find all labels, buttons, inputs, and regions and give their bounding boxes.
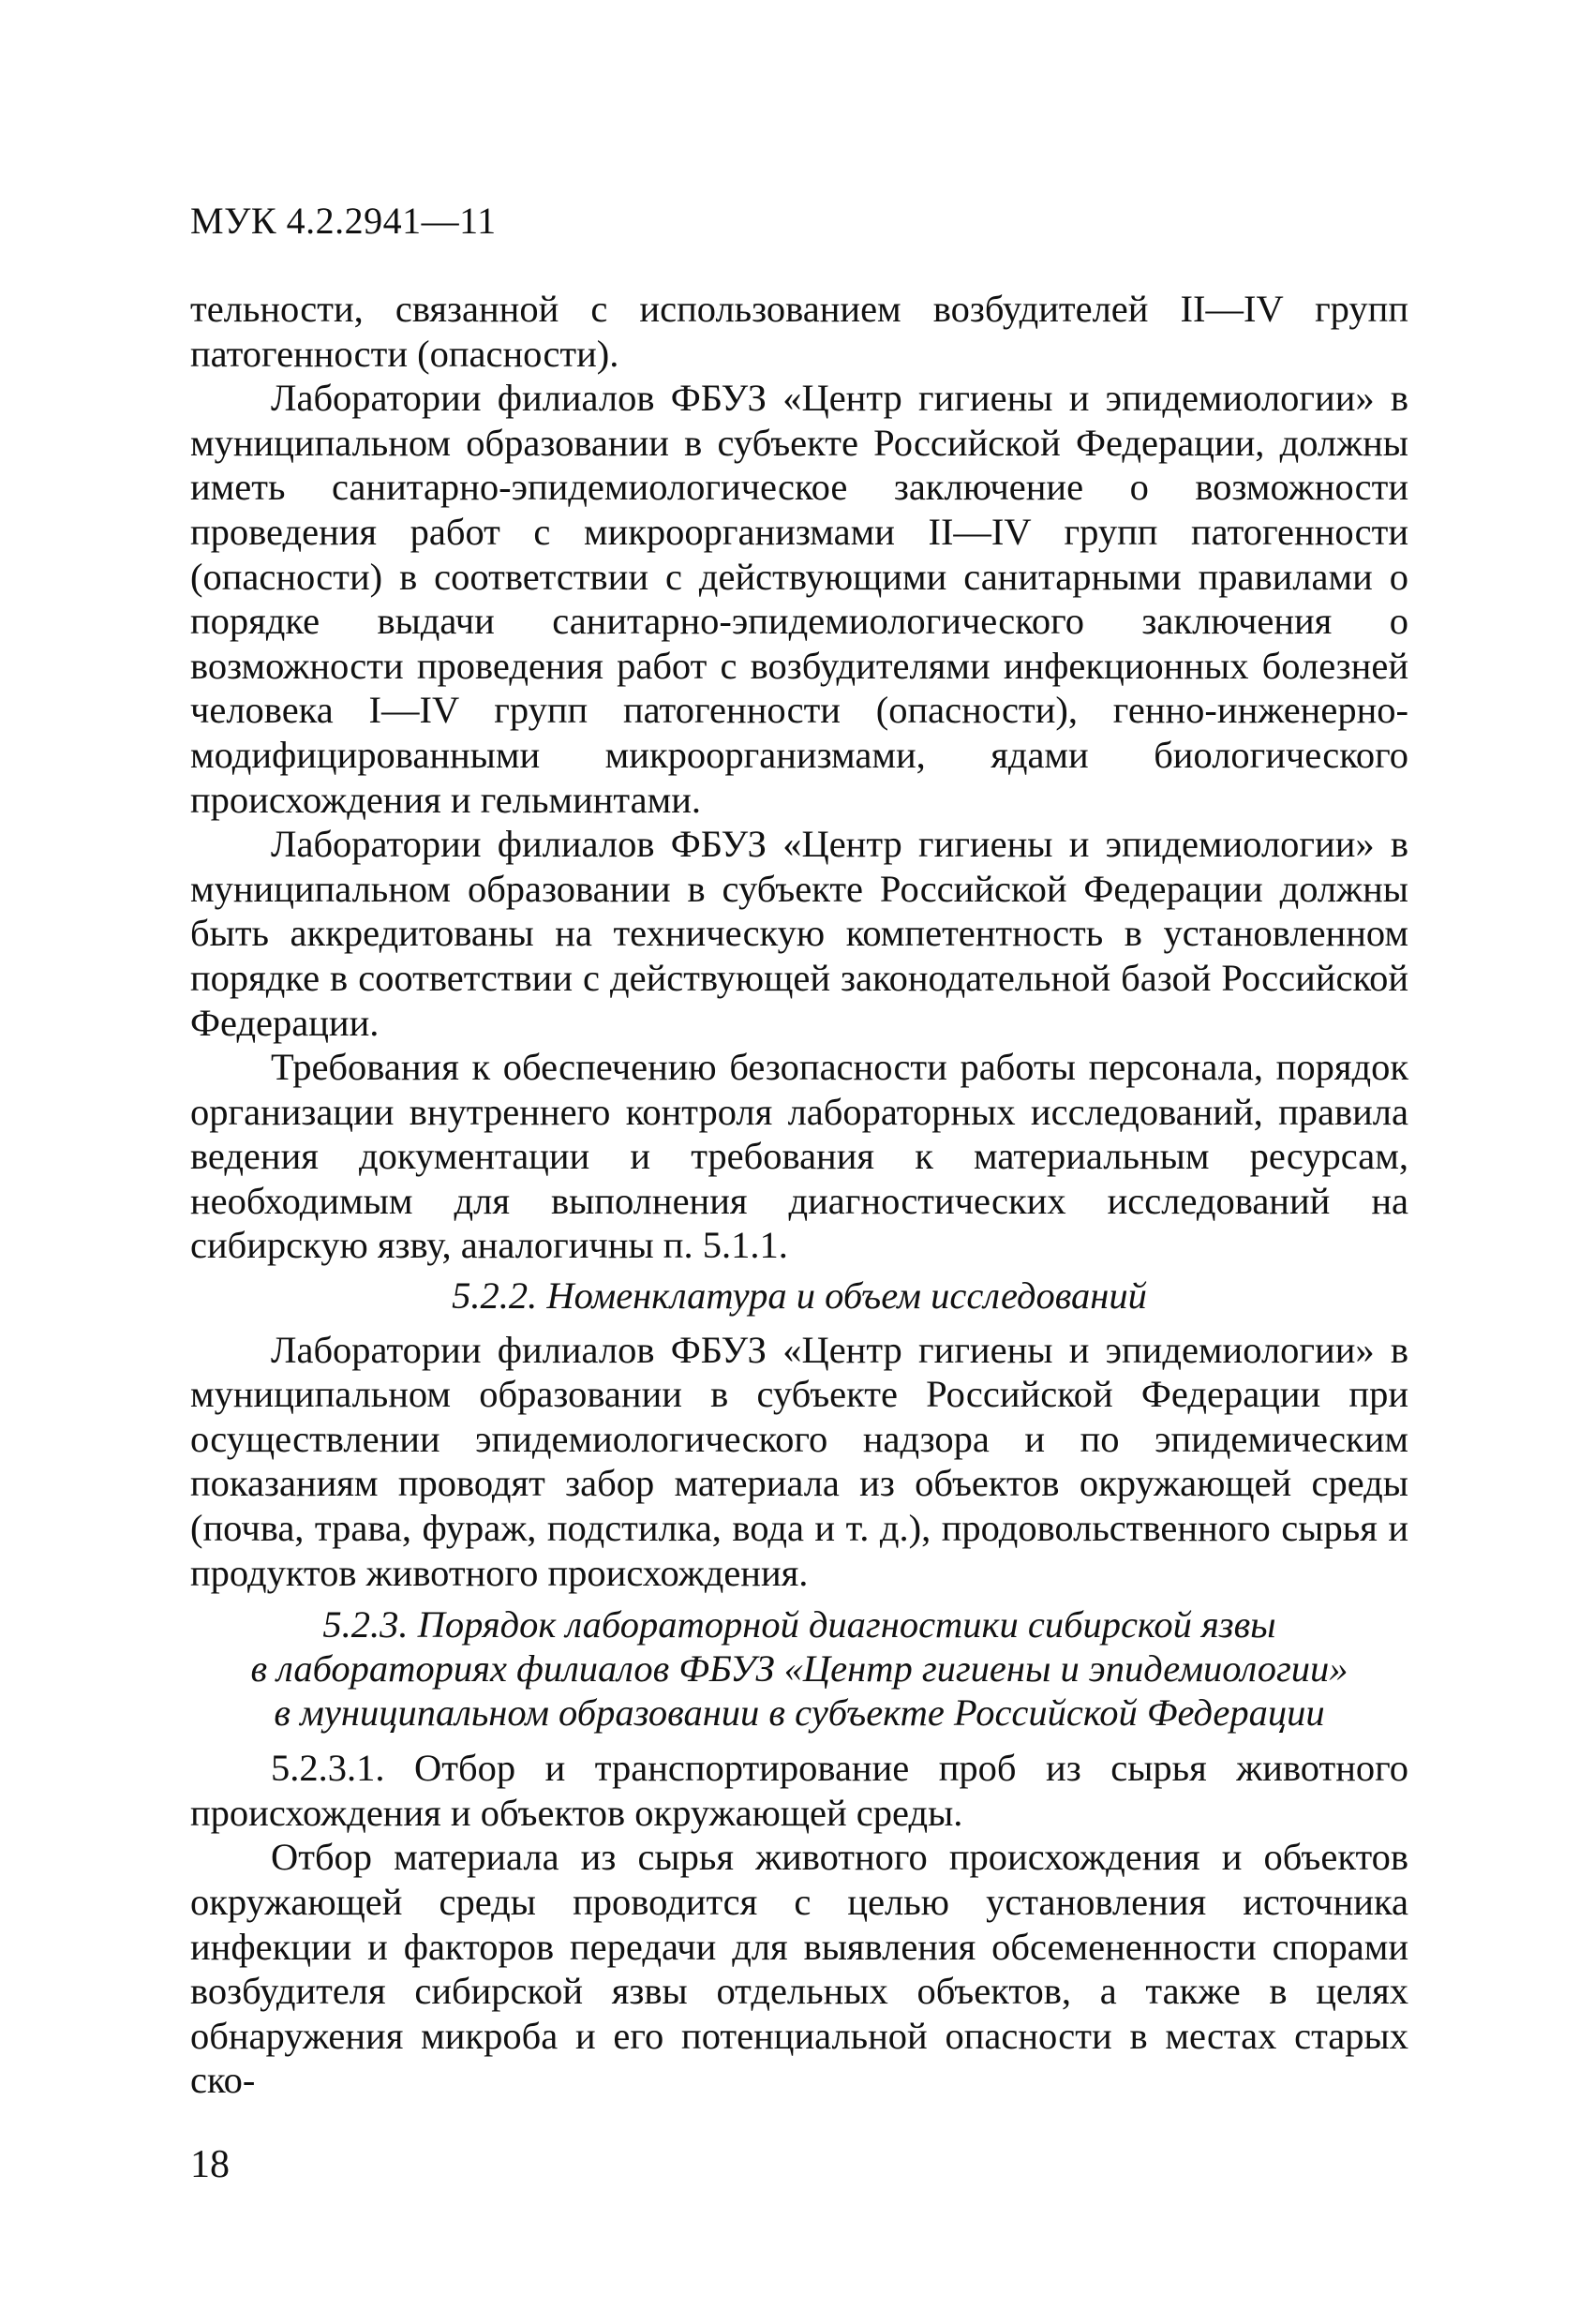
paragraph-5-2-3-1: 5.2.3.1. Отбор и транспортирование проб из сырья животного происхождения и объектов окружающей среды. [190, 1747, 1408, 1834]
paragraph-labs-accreditation: Лаборатории филиалов ФБУЗ «Центр гигиены и эпидемиологии» в муниципальном образовании в субъекте Российской Федерации должны быть аккредитованы на техническую компетентность в установленном порядке в соответствии с действующей законодательной базой Российской Федерации. [190, 823, 1408, 1044]
paragraph-sampling: Лаборатории филиалов ФБУЗ «Центр гигиены и эпидемиологии» в муниципальном образовании в субъекте Российской Федерации при осуществлении эпидемиологического надзора и по эпидемическим показаниям проводят забор материала из объектов окружающей среды (почва, трава, фураж, подстилка, вода и т. д.), продовольственного сырья и продуктов животного происхождения. [190, 1328, 1408, 1594]
section-heading-5-2-3-line-1: 5.2.3. Порядок лабораторной диагностики сибирской язвы [322, 1603, 1276, 1646]
section-heading-5-2-3-line-3: в муниципальном образовании в субъекте Российской Федерации [274, 1691, 1325, 1735]
paragraph-requirements: Требования к обеспечению безопасности работы персонала, порядок организации внутреннего контроля лабораторных исследований, правила ведения документации и требования к материальным ресурсам, необходимым для выполнения диагностических исследований на сибирскую язву, аналогичны п. 5.1.1. [190, 1046, 1408, 1267]
document-code-header: МУК 4.2.2941—11 [190, 200, 497, 242]
section-heading-5-2-3 [190, 1602, 1408, 1735]
section-heading-5-2-3-line-2: в лабораториях филиалов ФБУЗ «Центр гигиены и эпидемиологии» [250, 1647, 1348, 1691]
paragraph-continuation: тельности, связанной с использованием возбудителей II—IV групп патогенности (опасности). [190, 288, 1408, 375]
page-number: 18 [190, 2143, 230, 2186]
paragraph-labs-conclusion: Лаборатории филиалов ФБУЗ «Центр гигиены и эпидемиологии» в муниципальном образовании в субъекте Российской Федерации, должны иметь санитарно-эпидемиологическое заключение о возможности проведения работ с микроорганизмами II—IV групп патогенности (опасности) в соответствии с действующими санитарными правилами о порядке выдачи санитарно-эпидемиологического заключения о возможности проведения работ с возбудителями инфекционных болезней человека I—IV групп патогенности (опасности), генно-инженерно-модифицированными микроорганизмами, ядами биологического происхождения и гельминтами. [190, 377, 1408, 821]
paragraph-material-selection: Отбор материала из сырья животного происхождения и объектов окружающей среды проводится с целью установления источника инфекции и факторов передачи для выявления обсемененности спорами возбудителя сибирской язвы отдельных объектов, а также в целях обнаружения микроба и его потенциальной опасности в местах старых ско- [190, 1836, 1408, 2102]
section-heading-5-2-2: 5.2.2. Номенклатура и объем исследований [452, 1274, 1147, 1318]
document-body [190, 287, 1408, 2103]
